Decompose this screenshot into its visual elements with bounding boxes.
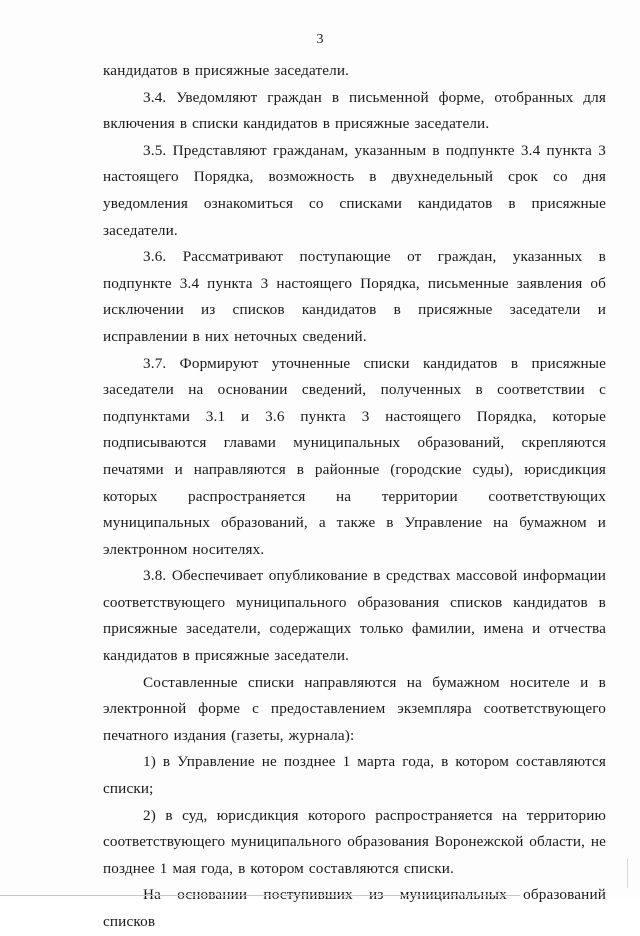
paragraph-3-5: 3.5. Представляют гражданам, указанным в подпункте 3.4 пункта 3 настоящего Порядка, возможность в двухнедельный срок со дня уведомления ознакомиться со списками кандидатов в присяжные заседатели. bbox=[103, 141, 606, 239]
scan-corner-mark bbox=[627, 858, 628, 888]
paragraph-3-8: 3.8. Обеспечивает опубликование в средствах массовой информации соответствующего муниципального образования списков кандидатов в присяжные заседатели, содержащих только фамилии, имена и отчества кандидатов в присяжные заседатели. bbox=[103, 567, 606, 665]
paragraph-continuation: кандидатов в присяжные заседатели. bbox=[103, 62, 350, 79]
document-body bbox=[103, 58, 606, 936]
paragraph-final: На основании поступивших из муниципальных образований списков bbox=[103, 886, 606, 930]
paragraph-item-1: 1) в Управление не позднее 1 марта года, в котором составляются списки; bbox=[103, 753, 606, 798]
paragraph-item-2: 2) в суд, юрисдикция которого распространяется на территорию соответствующего муниципального образования Воронежской области, не позднее 1 мая года, в котором составляются списки. bbox=[103, 806, 606, 877]
scan-edge-line bbox=[0, 895, 520, 896]
paragraph-lists-sent: Составленные списки направляются на бумажном носителе и в электронной форме с предоставлением экземпляра соответствующего печатного издания (газеты, журнала): bbox=[103, 673, 606, 744]
paragraph-3-4: 3.4. Уведомляют граждан в письменной форме, отобранных для включения в списки кандидатов в присяжные заседатели. bbox=[103, 88, 606, 133]
paragraph-3-7: 3.7. Формируют уточненные списки кандидатов в присяжные заседатели на основании сведений, полученных в соответствии с подпунктами 3.1 и 3.6 пункта 3 настоящего Порядка, которые подписываются главами муниципальных образований, скрепляются печатями и направляются в районные (городские суды), юрисдикция которых распространяется на территории соответствующих муниципальных образований, а также в Управление на бумажном и электронном носителях. bbox=[103, 354, 606, 558]
page-number: 3 bbox=[316, 32, 324, 47]
paragraph-3-6: 3.6. Рассматривают поступающие от граждан, указанных в подпункте 3.4 пункта 3 настоящего Порядка, письменные заявления об исключении из списков кандидатов в присяжные заседатели и исправлении в них неточных сведений. bbox=[103, 248, 606, 345]
